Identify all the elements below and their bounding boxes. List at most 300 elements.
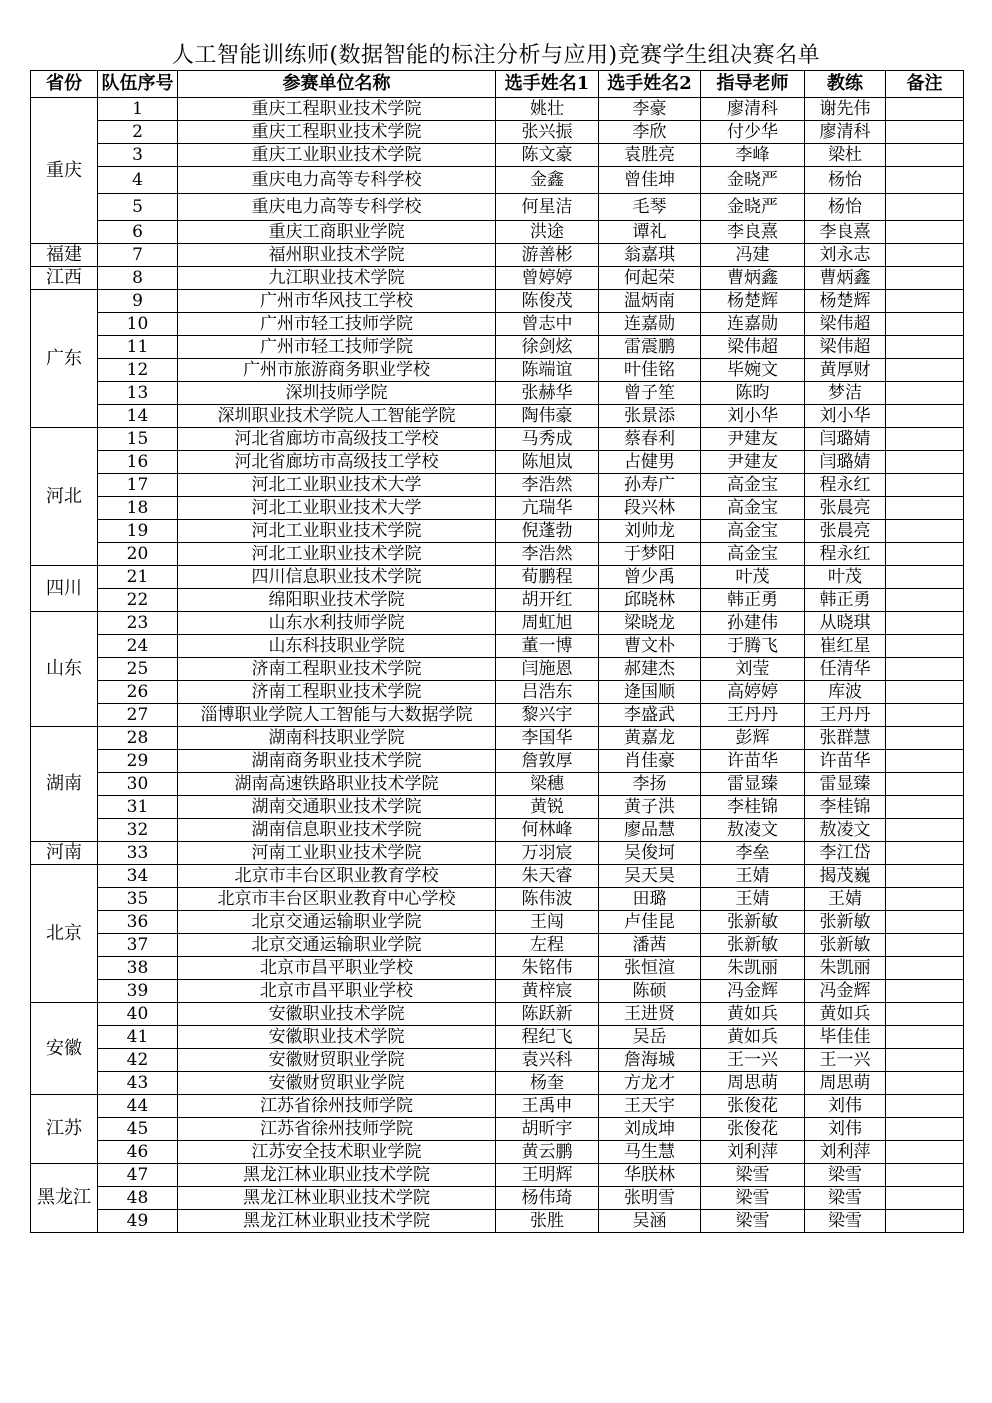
player2-cell: 马生慧 [599, 1141, 701, 1164]
note-cell [886, 1118, 964, 1141]
team-no-cell: 17 [98, 474, 178, 497]
unit-cell: 湖南交通职业技术学院 [178, 796, 496, 819]
teacher-cell: 毕婉文 [701, 359, 805, 382]
unit-cell: 北京市昌平职业学校 [178, 957, 496, 980]
player1-cell: 左程 [496, 934, 599, 957]
teacher-cell: 高金宝 [701, 520, 805, 543]
player1-cell: 朱天睿 [496, 865, 599, 888]
coach-cell: 李桂锦 [805, 796, 886, 819]
table-row [31, 244, 964, 267]
player2-cell: 何起荣 [599, 267, 701, 290]
note-cell [886, 566, 964, 589]
table-row [31, 1026, 964, 1049]
coach-cell: 黄厚财 [805, 359, 886, 382]
note-cell [886, 1026, 964, 1049]
team-no-cell: 1 [98, 98, 178, 121]
table-row [31, 1072, 964, 1095]
player1-cell: 梁穗 [496, 773, 599, 796]
team-no-cell: 9 [98, 290, 178, 313]
teacher-cell: 张新敏 [701, 911, 805, 934]
province-cell: 黑龙江 [31, 1164, 98, 1233]
coach-cell: 王丹丹 [805, 704, 886, 727]
team-no-cell: 16 [98, 451, 178, 474]
header-note: 备注 [886, 71, 964, 98]
coach-cell: 敖凌文 [805, 819, 886, 842]
unit-cell: 山东水利技师学院 [178, 612, 496, 635]
teacher-cell: 周思萌 [701, 1072, 805, 1095]
player2-cell: 黄嘉龙 [599, 727, 701, 750]
player1-cell: 李浩然 [496, 543, 599, 566]
player1-cell: 曾志中 [496, 313, 599, 336]
teacher-cell: 付少华 [701, 121, 805, 144]
coach-cell: 朱凯丽 [805, 957, 886, 980]
team-no-cell: 12 [98, 359, 178, 382]
note-cell [886, 1072, 964, 1095]
table-row [31, 773, 964, 796]
player2-cell: 廖品慧 [599, 819, 701, 842]
unit-cell: 淄博职业学院人工智能与大数据学院 [178, 704, 496, 727]
player1-cell: 张胜 [496, 1210, 599, 1233]
player1-cell: 王禹申 [496, 1095, 599, 1118]
table-row [31, 290, 964, 313]
table-row [31, 865, 964, 888]
teacher-cell: 叶茂 [701, 566, 805, 589]
table-row [31, 727, 964, 750]
note-cell [886, 428, 964, 451]
team-no-cell: 11 [98, 336, 178, 359]
note-cell [886, 1003, 964, 1026]
teacher-cell: 雷显臻 [701, 773, 805, 796]
unit-cell: 深圳职业技术学院人工智能学院 [178, 405, 496, 428]
player1-cell: 朱铭伟 [496, 957, 599, 980]
teacher-cell: 尹建友 [701, 451, 805, 474]
unit-cell: 湖南高速铁路职业技术学院 [178, 773, 496, 796]
table-row [31, 681, 964, 704]
table-row [31, 405, 964, 428]
unit-cell: 湖南科技职业学院 [178, 727, 496, 750]
note-cell [886, 1210, 964, 1233]
player1-cell: 荀鹏程 [496, 566, 599, 589]
teacher-cell: 王一兴 [701, 1049, 805, 1072]
teacher-cell: 廖清科 [701, 98, 805, 121]
player1-cell: 何林峰 [496, 819, 599, 842]
coach-cell: 许苗华 [805, 750, 886, 773]
team-no-cell: 33 [98, 842, 178, 865]
unit-cell: 湖南商务职业技术学院 [178, 750, 496, 773]
player1-cell: 曾婷婷 [496, 267, 599, 290]
teacher-cell: 梁雪 [701, 1210, 805, 1233]
player1-cell: 游善彬 [496, 244, 599, 267]
team-no-cell: 39 [98, 980, 178, 1003]
player1-cell: 陈端谊 [496, 359, 599, 382]
coach-cell: 梁雪 [805, 1210, 886, 1233]
note-cell [886, 865, 964, 888]
table-row [31, 819, 964, 842]
team-no-cell: 2 [98, 121, 178, 144]
team-no-cell: 14 [98, 405, 178, 428]
table-row [31, 934, 964, 957]
player1-cell: 陈跃新 [496, 1003, 599, 1026]
player2-cell: 叶佳铭 [599, 359, 701, 382]
teacher-cell: 李垒 [701, 842, 805, 865]
team-no-cell: 27 [98, 704, 178, 727]
coach-cell: 冯金辉 [805, 980, 886, 1003]
table-row [31, 704, 964, 727]
coach-cell: 梁杜 [805, 144, 886, 167]
player1-cell: 程纪飞 [496, 1026, 599, 1049]
team-no-cell: 37 [98, 934, 178, 957]
coach-cell: 刘小华 [805, 405, 886, 428]
unit-cell: 深圳技师学院 [178, 382, 496, 405]
player1-cell: 杨伟琦 [496, 1187, 599, 1210]
team-no-cell: 46 [98, 1141, 178, 1164]
province-cell: 河南 [31, 842, 98, 865]
team-no-cell: 24 [98, 635, 178, 658]
header-coach: 教练 [805, 71, 886, 98]
table-row [31, 194, 964, 221]
team-no-cell: 23 [98, 612, 178, 635]
coach-cell: 杨怡 [805, 167, 886, 194]
teacher-cell: 李峰 [701, 144, 805, 167]
player1-cell: 杨奎 [496, 1072, 599, 1095]
coach-cell: 李良熹 [805, 221, 886, 244]
player2-cell: 方龙才 [599, 1072, 701, 1095]
note-cell [886, 244, 964, 267]
table-row [31, 543, 964, 566]
team-no-cell: 35 [98, 888, 178, 911]
note-cell [886, 773, 964, 796]
unit-cell: 重庆电力高等专科学校 [178, 167, 496, 194]
player2-cell: 吴天昊 [599, 865, 701, 888]
teacher-cell: 高金宝 [701, 543, 805, 566]
player1-cell: 王明辉 [496, 1164, 599, 1187]
player1-cell: 陈俊茂 [496, 290, 599, 313]
player2-cell: 张恒渲 [599, 957, 701, 980]
player1-cell: 李浩然 [496, 474, 599, 497]
coach-cell: 黄如兵 [805, 1003, 886, 1026]
unit-cell: 河北工业职业技术学院 [178, 520, 496, 543]
teacher-cell: 刘利萍 [701, 1141, 805, 1164]
player2-cell: 谭礼 [599, 221, 701, 244]
table-row [31, 313, 964, 336]
coach-cell: 刘伟 [805, 1118, 886, 1141]
player2-cell: 吴涵 [599, 1210, 701, 1233]
unit-cell: 九江职业技术学院 [178, 267, 496, 290]
note-cell [886, 451, 964, 474]
player2-cell: 刘帅龙 [599, 520, 701, 543]
coach-cell: 李江岱 [805, 842, 886, 865]
unit-cell: 河北工业职业技术大学 [178, 474, 496, 497]
teacher-cell: 许苗华 [701, 750, 805, 773]
note-cell [886, 980, 964, 1003]
player1-cell: 董一博 [496, 635, 599, 658]
player2-cell: 梁晓龙 [599, 612, 701, 635]
team-no-cell: 26 [98, 681, 178, 704]
note-cell [886, 658, 964, 681]
unit-cell: 山东科技职业学院 [178, 635, 496, 658]
table-row [31, 796, 964, 819]
player2-cell: 温炳南 [599, 290, 701, 313]
province-cell: 安徽 [31, 1003, 98, 1095]
teacher-cell: 黄如兵 [701, 1003, 805, 1026]
table-row [31, 589, 964, 612]
team-no-cell: 41 [98, 1026, 178, 1049]
province-cell: 江苏 [31, 1095, 98, 1164]
teacher-cell: 王丹丹 [701, 704, 805, 727]
coach-cell: 张晨亮 [805, 520, 886, 543]
player2-cell: 刘成坤 [599, 1118, 701, 1141]
note-cell [886, 589, 964, 612]
team-no-cell: 18 [98, 497, 178, 520]
player2-cell: 连嘉勋 [599, 313, 701, 336]
teacher-cell: 朱凯丽 [701, 957, 805, 980]
note-cell [886, 911, 964, 934]
player2-cell: 吴岳 [599, 1026, 701, 1049]
coach-cell: 叶茂 [805, 566, 886, 589]
player2-cell: 李豪 [599, 98, 701, 121]
player2-cell: 孙寿广 [599, 474, 701, 497]
player2-cell: 张景添 [599, 405, 701, 428]
player1-cell: 黄梓宸 [496, 980, 599, 1003]
table-row [31, 1187, 964, 1210]
coach-cell: 库波 [805, 681, 886, 704]
table-row [31, 167, 964, 194]
unit-cell: 江苏安全技术职业学院 [178, 1141, 496, 1164]
coach-cell: 王婧 [805, 888, 886, 911]
table-row [31, 359, 964, 382]
player2-cell: 陈硕 [599, 980, 701, 1003]
table-row [31, 1049, 964, 1072]
header-row [31, 71, 964, 98]
team-no-cell: 28 [98, 727, 178, 750]
header-province: 省份 [31, 71, 98, 98]
table-row [31, 842, 964, 865]
header-player1: 选手姓名1 [496, 71, 599, 98]
table-row [31, 658, 964, 681]
team-no-cell: 42 [98, 1049, 178, 1072]
province-cell: 河北 [31, 428, 98, 566]
unit-cell: 北京交通运输职业学院 [178, 934, 496, 957]
note-cell [886, 98, 964, 121]
player1-cell: 胡昕宇 [496, 1118, 599, 1141]
team-no-cell: 36 [98, 911, 178, 934]
province-cell: 湖南 [31, 727, 98, 842]
page-title: 人工智能训练师(数据智能的标注分析与应用)竞赛学生组决赛名单 [171, 43, 821, 68]
unit-cell: 广州市轻工技师学院 [178, 313, 496, 336]
note-cell [886, 1164, 964, 1187]
team-no-cell: 30 [98, 773, 178, 796]
unit-cell: 黑龙江林业职业技术学院 [178, 1164, 496, 1187]
player2-cell: 占健男 [599, 451, 701, 474]
teacher-cell: 冯金辉 [701, 980, 805, 1003]
note-cell [886, 121, 964, 144]
unit-cell: 福州职业技术学院 [178, 244, 496, 267]
header-player2: 选手姓名2 [599, 71, 701, 98]
unit-cell: 绵阳职业技术学院 [178, 589, 496, 612]
teacher-cell: 尹建友 [701, 428, 805, 451]
note-cell [886, 727, 964, 750]
note-cell [886, 819, 964, 842]
teacher-cell: 韩正勇 [701, 589, 805, 612]
player2-cell: 田璐 [599, 888, 701, 911]
teacher-cell: 梁伟超 [701, 336, 805, 359]
player2-cell: 王进贤 [599, 1003, 701, 1026]
note-cell [886, 750, 964, 773]
unit-cell: 四川信息职业技术学院 [178, 566, 496, 589]
team-no-cell: 22 [98, 589, 178, 612]
table-row [31, 336, 964, 359]
unit-cell: 河南工业职业技术学院 [178, 842, 496, 865]
team-no-cell: 29 [98, 750, 178, 773]
coach-cell: 程永红 [805, 474, 886, 497]
unit-cell: 重庆电力高等专科学校 [178, 194, 496, 221]
note-cell [886, 934, 964, 957]
note-cell [886, 336, 964, 359]
note-cell [886, 167, 964, 194]
team-no-cell: 13 [98, 382, 178, 405]
table-row [31, 750, 964, 773]
unit-cell: 河北省廊坊市高级技工学校 [178, 451, 496, 474]
player1-cell: 徐剑炫 [496, 336, 599, 359]
team-no-cell: 31 [98, 796, 178, 819]
teacher-cell: 敖凌文 [701, 819, 805, 842]
unit-cell: 重庆工商职业学院 [178, 221, 496, 244]
province-cell: 福建 [31, 244, 98, 267]
teacher-cell: 张新敏 [701, 934, 805, 957]
note-cell [886, 194, 964, 221]
team-no-cell: 7 [98, 244, 178, 267]
coach-cell: 谢先伟 [805, 98, 886, 121]
team-no-cell: 5 [98, 194, 178, 221]
table-body [31, 98, 964, 1233]
unit-cell: 黑龙江林业职业技术学院 [178, 1210, 496, 1233]
coach-cell: 王一兴 [805, 1049, 886, 1072]
note-cell [886, 359, 964, 382]
player2-cell: 李扬 [599, 773, 701, 796]
teacher-cell: 高金宝 [701, 497, 805, 520]
unit-cell: 广州市旅游商务职业学校 [178, 359, 496, 382]
team-no-cell: 6 [98, 221, 178, 244]
unit-cell: 重庆工程职业技术学院 [178, 98, 496, 121]
team-no-cell: 47 [98, 1164, 178, 1187]
table-row [31, 121, 964, 144]
unit-cell: 安徽职业技术学院 [178, 1003, 496, 1026]
player2-cell: 詹海城 [599, 1049, 701, 1072]
player1-cell: 张兴振 [496, 121, 599, 144]
team-no-cell: 49 [98, 1210, 178, 1233]
unit-cell: 黑龙江林业职业技术学院 [178, 1187, 496, 1210]
coach-cell: 梁伟超 [805, 336, 886, 359]
table-row [31, 911, 964, 934]
team-no-cell: 32 [98, 819, 178, 842]
coach-cell: 毕佳佳 [805, 1026, 886, 1049]
header-teacher: 指导老师 [701, 71, 805, 98]
player1-cell: 周虹旭 [496, 612, 599, 635]
coach-cell: 张群慧 [805, 727, 886, 750]
player1-cell: 黄云鹏 [496, 1141, 599, 1164]
teacher-cell: 连嘉勋 [701, 313, 805, 336]
player1-cell: 姚壮 [496, 98, 599, 121]
header-unit: 参赛单位名称 [178, 71, 496, 98]
note-cell [886, 144, 964, 167]
player1-cell: 陈文豪 [496, 144, 599, 167]
player2-cell: 曾少禹 [599, 566, 701, 589]
player1-cell: 陶伟豪 [496, 405, 599, 428]
coach-cell: 廖清科 [805, 121, 886, 144]
unit-cell: 河北工业职业技术大学 [178, 497, 496, 520]
player2-cell: 李盛武 [599, 704, 701, 727]
coach-cell: 张新敏 [805, 911, 886, 934]
coach-cell: 杨楚辉 [805, 290, 886, 313]
player2-cell: 华朕林 [599, 1164, 701, 1187]
table-row [31, 1003, 964, 1026]
table-row [31, 497, 964, 520]
table-row [31, 1164, 964, 1187]
note-cell [886, 888, 964, 911]
note-cell [886, 267, 964, 290]
note-cell [886, 1049, 964, 1072]
table-row [31, 428, 964, 451]
coach-cell: 程永红 [805, 543, 886, 566]
note-cell [886, 313, 964, 336]
team-no-cell: 19 [98, 520, 178, 543]
table-row [31, 520, 964, 543]
player1-cell: 陈旭岚 [496, 451, 599, 474]
coach-cell: 梁雪 [805, 1164, 886, 1187]
coach-cell: 张晨亮 [805, 497, 886, 520]
unit-cell: 安徽职业技术学院 [178, 1026, 496, 1049]
coach-cell: 杨怡 [805, 194, 886, 221]
player2-cell: 潘茜 [599, 934, 701, 957]
teacher-cell: 李良熹 [701, 221, 805, 244]
team-no-cell: 3 [98, 144, 178, 167]
player2-cell: 翁嘉琪 [599, 244, 701, 267]
coach-cell: 韩正勇 [805, 589, 886, 612]
player1-cell: 陈伟波 [496, 888, 599, 911]
table-row [31, 144, 964, 167]
player2-cell: 李欣 [599, 121, 701, 144]
table-row [31, 612, 964, 635]
table-row [31, 382, 964, 405]
unit-cell: 江苏省徐州技师学院 [178, 1095, 496, 1118]
note-cell [886, 520, 964, 543]
player2-cell: 蔡春利 [599, 428, 701, 451]
unit-cell: 北京市丰台区职业教育中心学校 [178, 888, 496, 911]
coach-cell: 闫璐婧 [805, 428, 886, 451]
province-cell: 北京 [31, 865, 98, 1003]
table-row [31, 1095, 964, 1118]
note-cell [886, 1187, 964, 1210]
note-cell [886, 612, 964, 635]
player2-cell: 卢佳昆 [599, 911, 701, 934]
player2-cell: 毛琴 [599, 194, 701, 221]
team-no-cell: 40 [98, 1003, 178, 1026]
player1-cell: 王闯 [496, 911, 599, 934]
team-no-cell: 25 [98, 658, 178, 681]
teacher-cell: 黄如兵 [701, 1026, 805, 1049]
player1-cell: 亢瑞华 [496, 497, 599, 520]
note-cell [886, 497, 964, 520]
table-row [31, 451, 964, 474]
teacher-cell: 杨楚辉 [701, 290, 805, 313]
player2-cell: 于梦阳 [599, 543, 701, 566]
team-no-cell: 20 [98, 543, 178, 566]
teacher-cell: 曹炳鑫 [701, 267, 805, 290]
header-team-no: 队伍序号 [98, 71, 178, 98]
coach-cell: 梁伟超 [805, 313, 886, 336]
coach-cell: 揭茂巍 [805, 865, 886, 888]
team-no-cell: 34 [98, 865, 178, 888]
